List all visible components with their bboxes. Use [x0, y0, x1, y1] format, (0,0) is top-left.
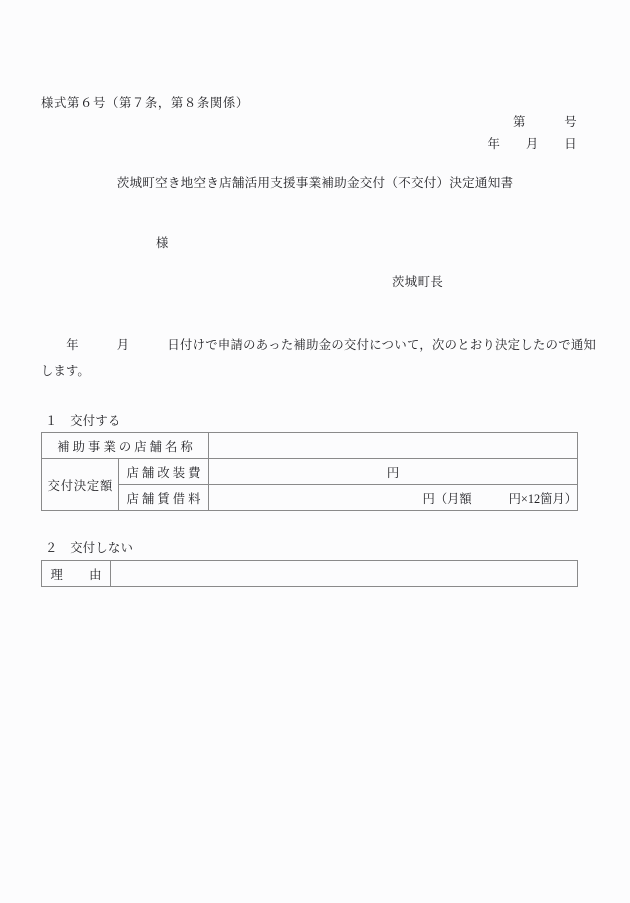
cell-value-shop-name[interactable]: [209, 433, 578, 459]
section-heading-grant: １ 交付する: [45, 414, 121, 428]
cell-value-reason[interactable]: [111, 561, 578, 587]
cell-value-renovation-cost[interactable]: 円: [209, 459, 578, 485]
table-row: [42, 459, 578, 485]
cell-value-rent-cost[interactable]: 円（月額 円×12箇月）: [209, 485, 578, 511]
grant-decision-table: [41, 432, 578, 511]
rejection-reason-table: [41, 560, 578, 587]
cell-label-rent-cost: 店舗賃借料: [119, 485, 209, 511]
cell-label-reason: 理 由: [42, 561, 111, 587]
issuer-line: 茨城町長: [392, 275, 444, 289]
body-paragraph: 年 月 日付けで申請のあった補助金の交付について，次のとおり決定したので通知します。: [41, 338, 596, 378]
table-row: [42, 485, 578, 511]
page-title: 茨城町空き地空き店舗活用支援事業補助金交付（不交付）決定通知書: [116, 176, 514, 190]
cell-label-renovation-cost: 店舗改装費: [119, 459, 209, 485]
table-row: [42, 561, 578, 587]
form-number: 様式第６号（第７条，第８条関係）: [41, 96, 249, 110]
cell-label-shop-name: 補助事業の店舗名称: [42, 433, 209, 459]
table-row: [42, 433, 578, 459]
document-date-line: 年 月 日: [487, 137, 577, 151]
document-number-line: 第 号: [513, 115, 577, 129]
cell-label-decided-amount: 交付決定額: [42, 459, 119, 511]
recipient-line: 様: [156, 236, 169, 250]
section-heading-reject: ２ 交付しない: [45, 541, 134, 555]
